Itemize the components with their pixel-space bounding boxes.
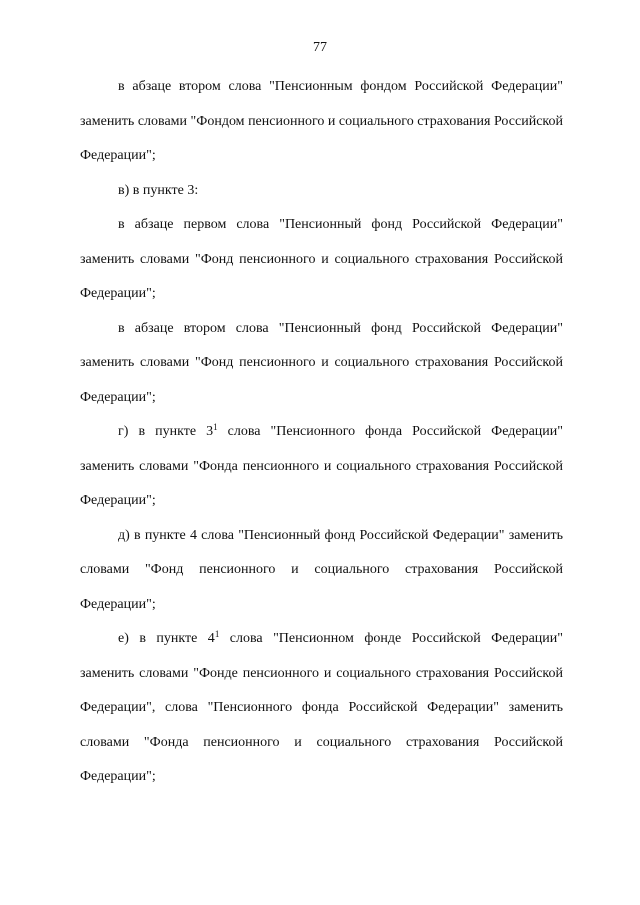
paragraph-punkt-4-1 [80,622,563,795]
paragraph-text: г) в пункте 3 [118,424,214,439]
paragraph-text: в абзаце первом слова "Пенсионный фонд Российской Федерации" заменить словами "Фонд пенсионного и социального страхования Российской Федерации"; [80,217,563,301]
superscript: 1 [214,629,220,640]
superscript: 1 [213,422,218,433]
paragraph-punkt-4 [80,519,563,623]
paragraph-text-cont: слова "Пенсионного фонда Российской Федерации" заменить словами "Фонда пенсионного и социального страхования Российской Федерации"; [80,424,564,508]
paragraph-abzac-vtoroy-2 [80,312,563,416]
paragraph-abzac-vtoroy [80,70,563,174]
paragraph-text: в) в пункте 3: [118,182,199,198]
paragraph-punkt-3-1 [80,415,563,519]
paragraph-text: в абзаце втором слова "Пенсионным фондом Российской Федерации" заменить словами "Фондом пенсионного и социального страхования Российской Федерации"; [80,79,563,163]
paragraph-text: в абзаце втором слова "Пенсионный фонд Российской Федерации" заменить словами "Фонд пенсионного и социального страхования Российской Федерации"; [80,320,563,405]
paragraph-punkt-3-heading [80,174,563,209]
document-body [80,70,563,795]
paragraph-text-cont: слова "Пенсионном фонде Российской Федерации" заменить словами "Фонде пенсионного и социального страхования Российской Федерации", слова "Пенсионного фонда Российской Федерации" заменить словами "Фонда пенсионного и социального страхования Российской Федерации"; [80,631,563,784]
paragraph-text: е) в пункте 4 [118,631,215,646]
page-number: 77 [313,40,327,55]
paragraph-abzac-perviy [80,208,563,312]
paragraph-text: д) в пункте 4 слова "Пенсионный фонд Российской Федерации" заменить словами "Фонд пенсионного и социального страхования Российской Федерации"; [80,527,563,612]
